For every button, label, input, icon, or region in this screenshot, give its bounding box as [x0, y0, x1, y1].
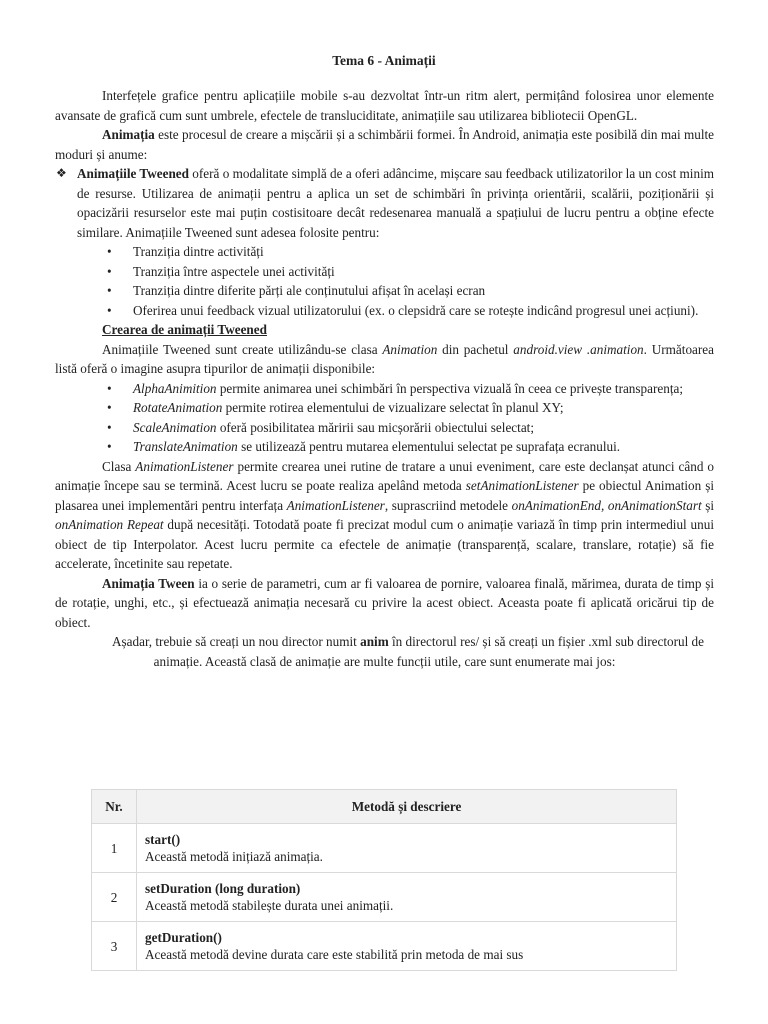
list-item: • Tranziția dintre diferite părți ale conținutului afișat în același ecran	[133, 281, 714, 301]
class-name: Animation	[382, 341, 438, 357]
page-title: Tema 6 - Animații	[332, 53, 436, 68]
bullet-icon: •	[107, 302, 112, 318]
method-description: Această metodă devine durata care este stabilită prin metoda de mai sus	[145, 947, 524, 962]
table-row	[92, 824, 677, 873]
row-number: 2	[92, 873, 137, 922]
table-header-row	[92, 790, 677, 824]
row-number: 1	[92, 824, 137, 873]
column-header-method: Metodă și descriere	[137, 790, 677, 824]
list-item: • TranslateAnimation se utilizează pentru mutarea elementului selectat pe suprafața ecranului.	[133, 437, 714, 457]
animation-term: Animația	[102, 127, 155, 142]
method-cell	[137, 873, 677, 922]
bullet-icon: •	[107, 400, 112, 415]
list-item: • RotateAnimation permite rotirea elementului de vizualizare selectat în planul XY;	[133, 398, 714, 418]
tweened-text: oferă o modalitate simplă de a oferi adâncime, mișcare sau feedback utilizatorilor la un cost minim de resurse. Utilizarea de animații pentru a aplica un set de schimbări în privința orientării, scalării, poziționării și opacizării resurselor este mai puțin costisitoare decât redesenarea manuală a spațiului de lucru pentru a obține efecte similare. Animațiile Tweened sunt adesea folosite pentru:	[77, 166, 714, 240]
bullet-icon: •	[107, 263, 112, 279]
method-description: Această metodă stabilește durata unei animații.	[145, 898, 394, 913]
table-row	[92, 922, 677, 971]
method-cell	[137, 824, 677, 873]
column-header-nr: Nr.	[92, 790, 137, 824]
list-item: • AlphaAnimition permite animarea unei schimbări în perspectiva vizuală în ceea ce privește transparența;	[133, 379, 714, 399]
list-item: • ScaleAnimation oferă posibilitatea măririi sau micșorării obiectului selectat;	[133, 418, 714, 438]
anim-directory-paragraph: Așadar, trebuie să creați un nou director numit anim în directorul res/ și să creați un fișier .xml sub directorul de animație. Această clasă de animație are multe funcții utile, care sunt enumerate mai jos:	[111, 634, 704, 669]
listener-paragraph: Clasa AnimationListener permite crearea unei rutine de tratare a unui eveniment, care este declanșat atunci când o animație începe sau se termină. Acest lucru se poate realiza apelând metoda setAnimationListener pe obiectul Animation și plasarea unei implementări pentru interfața AnimationListener, suprascriind metodele onAnimationEnd, onAnimationStart și onAnimation Repeat după necesități. Totodată poate fi precizat modul cum o animație variază în timp prin intermediul unui obiect de tip Interpolator. Acest lucru permite ca efectele de animație (transparență, scalare, translare, rotație) să fie accelerate, încetinite sau repetate.	[55, 458, 715, 571]
animation-definition-text: este procesul de creare a mișcării și a schimbării formei. În Android, animația este posibilă din mai multe moduri și anume:	[55, 127, 714, 162]
list-item: • Tranziția dintre activități	[133, 242, 714, 262]
package-name: android.view .animation	[513, 341, 644, 357]
methods-table	[91, 789, 677, 971]
bullet-icon: •	[107, 439, 112, 454]
list-item: • Tranziția între aspectele unei activități	[133, 262, 714, 282]
method-name: getDuration()	[145, 930, 222, 945]
tweened-uses-list	[55, 242, 714, 320]
method-name: setDuration (long duration)	[145, 881, 301, 896]
animation-class-paragraph: Animațiile Tweened sunt create utilizându-se clasa Animation din pachetul android.view .animation. Următoarea listă oferă o imagine asupra tipurilor de animații disponibile:	[55, 341, 714, 376]
method-description: Această metodă inițiază animația.	[145, 849, 323, 864]
anim-term: anim	[360, 634, 389, 649]
bullet-icon: •	[107, 244, 112, 259]
tween-paragraph: Animația Tween ia o serie de parametri, cum ar fi valoarea de pornire, valoarea finală, mărimea, durata de timp și de rotație, unghi, etc., și efectuează animația necesară cu privire la acest obiect. Aceasta poate fi aplicată oricărui tip de obiect.	[55, 575, 714, 630]
tweened-bullet	[55, 164, 714, 242]
diamond-bullet-icon: ❖	[56, 166, 67, 180]
intro-paragraph: Interfețele grafice pentru aplicațiile mobile s-au dezvoltat într-un ritm alert, permițând folosirea unor elemente avansate de grafică cum sunt umbrele, efectele de transluciditate, animațiile sau utilizarea bibliotecii OpenGL.	[55, 88, 714, 123]
row-number: 3	[92, 922, 137, 971]
tween-term: Animația Tween	[102, 575, 195, 591]
section-heading: Crearea de animații Tweened	[102, 322, 267, 337]
animation-types-list	[55, 379, 714, 457]
bullet-icon: •	[107, 283, 112, 298]
document-body	[55, 86, 714, 671]
method-name: start()	[145, 832, 181, 847]
method-cell	[137, 922, 677, 971]
bullet-icon: •	[107, 419, 112, 435]
list-item: • Oferirea unui feedback vizual utilizatorului (ex. o clepsidră care se rotește indicând progresul unei acțiuni).	[133, 301, 714, 321]
bullet-icon: •	[107, 380, 112, 396]
tweened-term: Animațiile Tweened	[77, 166, 189, 181]
animation-definition-paragraph	[55, 125, 714, 164]
table-row	[92, 873, 677, 922]
